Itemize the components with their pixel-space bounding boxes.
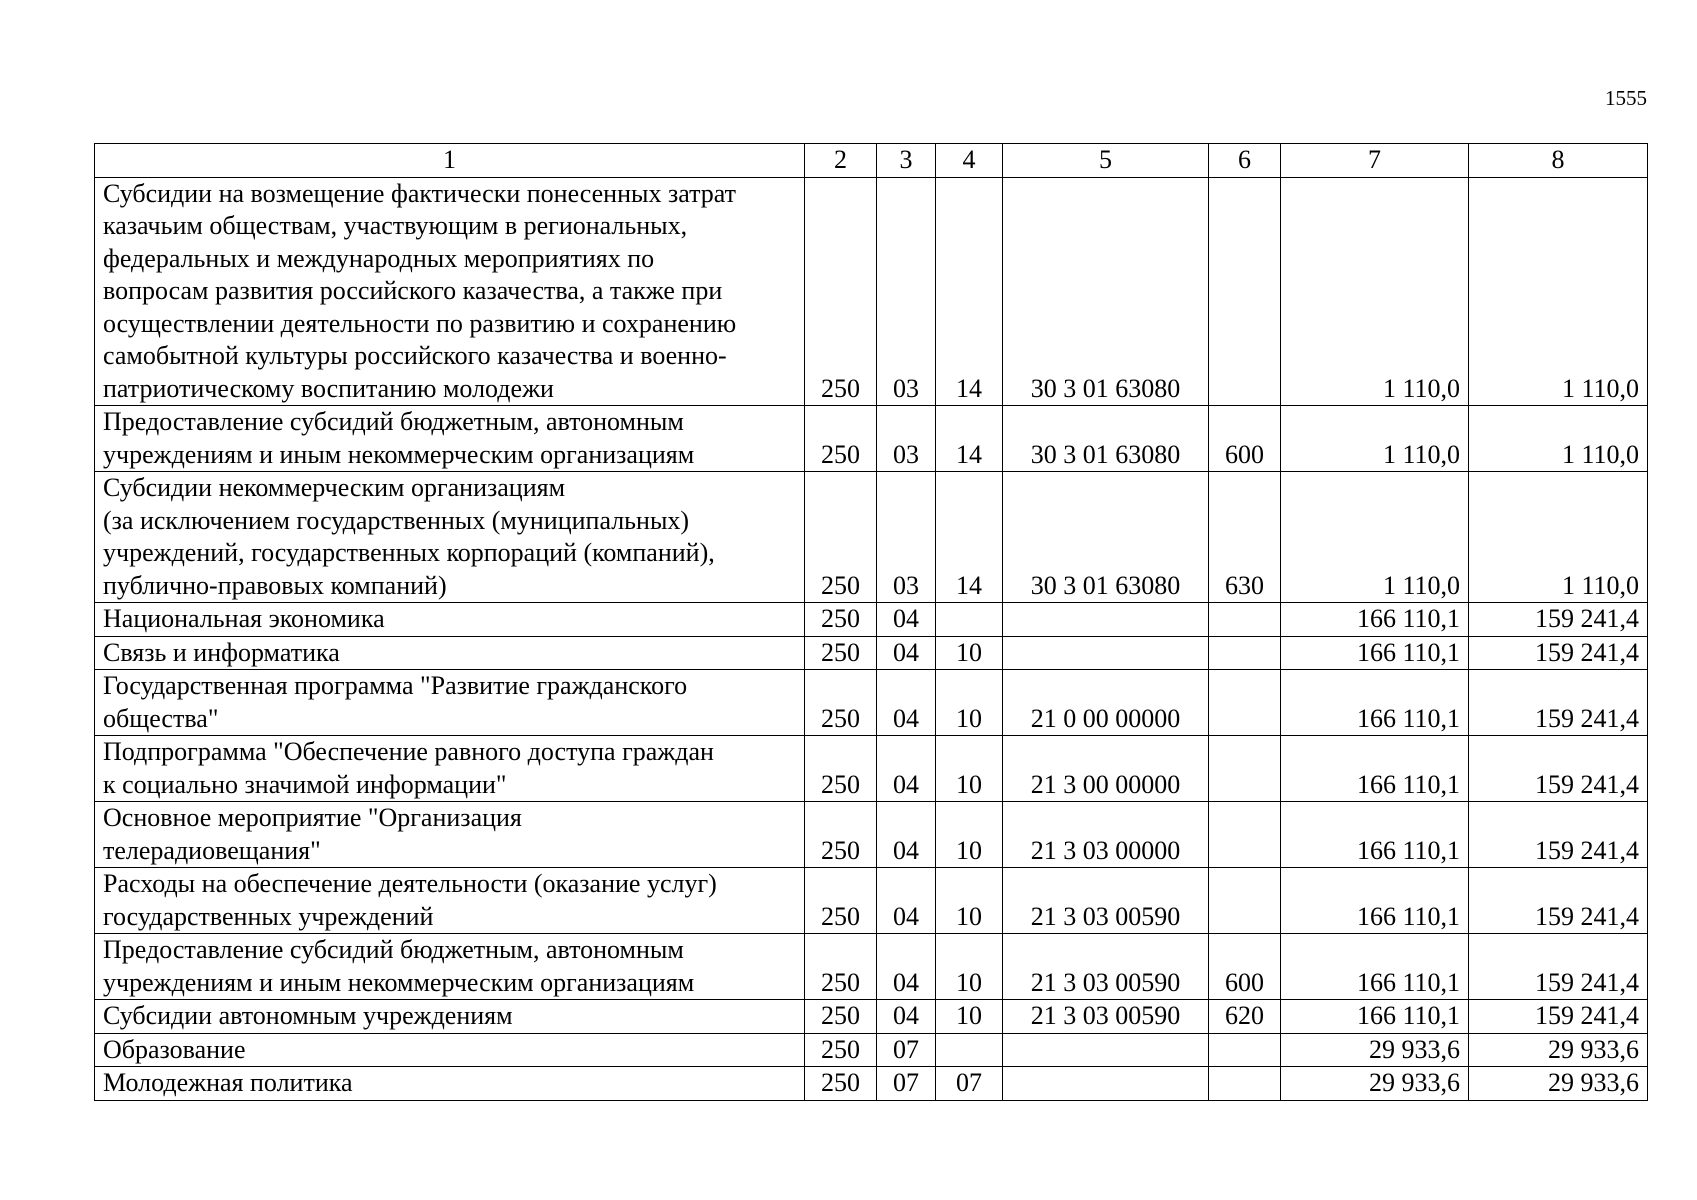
cell-amount-1: 166 110,1 — [1281, 736, 1469, 802]
table-row — [95, 868, 1648, 934]
cell-name: Предоставление субсидий бюджетным, автономным учреждениям и иным некоммерческим организациям — [95, 406, 805, 472]
cell-expense-type — [1209, 636, 1281, 670]
cell-expense-type — [1209, 868, 1281, 934]
cell-amount-2: 159 241,4 — [1469, 868, 1648, 934]
cell-admin-code: 250 — [805, 802, 877, 868]
cell-amount-2: 159 241,4 — [1469, 603, 1648, 637]
cell-admin-code: 250 — [805, 406, 877, 472]
cell-expense-type — [1209, 177, 1281, 406]
cell-expense-type — [1209, 603, 1281, 637]
cell-section: 04 — [877, 603, 936, 637]
cell-amount-2: 159 241,4 — [1469, 670, 1648, 736]
cell-section: 04 — [877, 736, 936, 802]
table-row — [95, 802, 1648, 868]
cell-target-article: 21 3 03 00590 — [1003, 934, 1209, 1000]
table-row — [95, 1000, 1648, 1034]
cell-expense-type — [1209, 736, 1281, 802]
cell-section: 04 — [877, 802, 936, 868]
cell-amount-2: 159 241,4 — [1469, 934, 1648, 1000]
table-row — [95, 406, 1648, 472]
column-header: 5 — [1003, 144, 1209, 178]
cell-expense-type — [1209, 802, 1281, 868]
cell-subsection: 14 — [936, 406, 1003, 472]
cell-amount-2: 1 110,0 — [1469, 406, 1648, 472]
cell-amount-2: 159 241,4 — [1469, 802, 1648, 868]
cell-name: Субсидии некоммерческим организациям (за исключением государственных (муниципальных) учреждений, государственных корпораций (компаний), публично-правовых компаний) — [95, 472, 805, 603]
cell-subsection: 10 — [936, 802, 1003, 868]
cell-admin-code: 250 — [805, 603, 877, 637]
cell-target-article: 30 3 01 63080 — [1003, 177, 1209, 406]
table-row — [95, 934, 1648, 1000]
cell-amount-1: 166 110,1 — [1281, 934, 1469, 1000]
cell-section: 04 — [877, 868, 936, 934]
cell-name: Связь и информатика — [95, 636, 805, 670]
cell-admin-code: 250 — [805, 868, 877, 934]
column-header: 8 — [1469, 144, 1648, 178]
cell-amount-1: 166 110,1 — [1281, 603, 1469, 637]
cell-target-article — [1003, 636, 1209, 670]
cell-subsection: 10 — [936, 934, 1003, 1000]
cell-subsection: 14 — [936, 177, 1003, 406]
cell-name: Основное мероприятие "Организация телерадиовещания" — [95, 802, 805, 868]
cell-name: Субсидии на возмещение фактически понесенных затрат казачьим обществам, участвующим в региональных, федеральных и международных мероприятиях по вопросам развития российского казачества, а также при осуществлении деятельности по развитию и сохранению самобытной культуры российского казачества и военно- патриотическому воспитанию молодежи — [95, 177, 805, 406]
cell-amount-1: 166 110,1 — [1281, 636, 1469, 670]
table-row — [95, 636, 1648, 670]
column-header: 6 — [1209, 144, 1281, 178]
cell-amount-2: 1 110,0 — [1469, 177, 1648, 406]
column-header: 2 — [805, 144, 877, 178]
cell-target-article — [1003, 1033, 1209, 1067]
cell-section: 03 — [877, 177, 936, 406]
cell-subsection: 10 — [936, 670, 1003, 736]
cell-admin-code: 250 — [805, 1033, 877, 1067]
column-header: 3 — [877, 144, 936, 178]
cell-amount-2: 1 110,0 — [1469, 472, 1648, 603]
cell-name: Предоставление субсидий бюджетным, автономным учреждениям и иным некоммерческим организациям — [95, 934, 805, 1000]
cell-subsection: 14 — [936, 472, 1003, 603]
cell-amount-1: 1 110,0 — [1281, 472, 1469, 603]
cell-expense-type: 630 — [1209, 472, 1281, 603]
cell-section: 04 — [877, 670, 936, 736]
cell-amount-1: 29 933,6 — [1281, 1067, 1469, 1101]
cell-target-article: 21 3 00 00000 — [1003, 736, 1209, 802]
cell-target-article: 21 3 03 00000 — [1003, 802, 1209, 868]
cell-amount-2: 159 241,4 — [1469, 636, 1648, 670]
cell-admin-code: 250 — [805, 736, 877, 802]
cell-name: Государственная программа "Развитие гражданского общества" — [95, 670, 805, 736]
cell-admin-code: 250 — [805, 472, 877, 603]
cell-amount-2: 159 241,4 — [1469, 736, 1648, 802]
cell-target-article: 30 3 01 63080 — [1003, 472, 1209, 603]
column-header: 7 — [1281, 144, 1469, 178]
cell-amount-1: 166 110,1 — [1281, 868, 1469, 934]
cell-target-article: 30 3 01 63080 — [1003, 406, 1209, 472]
table-row — [95, 670, 1648, 736]
cell-amount-1: 166 110,1 — [1281, 670, 1469, 736]
table-row — [95, 472, 1648, 603]
cell-name: Образование — [95, 1033, 805, 1067]
cell-target-article — [1003, 603, 1209, 637]
cell-amount-1: 1 110,0 — [1281, 177, 1469, 406]
cell-subsection — [936, 603, 1003, 637]
table-header-row — [95, 144, 1648, 178]
table-row — [95, 603, 1648, 637]
cell-admin-code: 250 — [805, 177, 877, 406]
cell-name: Национальная экономика — [95, 603, 805, 637]
cell-expense-type: 600 — [1209, 934, 1281, 1000]
cell-section: 07 — [877, 1033, 936, 1067]
cell-name: Подпрограмма "Обеспечение равного доступа граждан к социально значимой информации" — [95, 736, 805, 802]
cell-expense-type — [1209, 670, 1281, 736]
cell-subsection: 07 — [936, 1067, 1003, 1101]
cell-target-article: 21 3 03 00590 — [1003, 1000, 1209, 1034]
cell-amount-2: 29 933,6 — [1469, 1033, 1648, 1067]
cell-section: 03 — [877, 472, 936, 603]
cell-section: 04 — [877, 934, 936, 1000]
cell-name: Молодежная политика — [95, 1067, 805, 1101]
cell-admin-code: 250 — [805, 670, 877, 736]
cell-section: 04 — [877, 1000, 936, 1034]
page-number: 1555 — [1605, 86, 1647, 110]
cell-amount-1: 166 110,1 — [1281, 1000, 1469, 1034]
cell-subsection: 10 — [936, 736, 1003, 802]
cell-target-article: 21 0 00 00000 — [1003, 670, 1209, 736]
cell-subsection: 10 — [936, 1000, 1003, 1034]
cell-amount-1: 29 933,6 — [1281, 1033, 1469, 1067]
cell-expense-type: 600 — [1209, 406, 1281, 472]
column-header: 4 — [936, 144, 1003, 178]
cell-amount-2: 159 241,4 — [1469, 1000, 1648, 1034]
cell-admin-code: 250 — [805, 934, 877, 1000]
cell-admin-code: 250 — [805, 636, 877, 670]
cell-section: 04 — [877, 636, 936, 670]
cell-subsection: 10 — [936, 636, 1003, 670]
cell-expense-type: 620 — [1209, 1000, 1281, 1034]
cell-target-article: 21 3 03 00590 — [1003, 868, 1209, 934]
cell-amount-1: 166 110,1 — [1281, 802, 1469, 868]
table-row — [95, 736, 1648, 802]
cell-expense-type — [1209, 1067, 1281, 1101]
cell-section: 03 — [877, 406, 936, 472]
cell-target-article — [1003, 1067, 1209, 1101]
cell-subsection — [936, 1033, 1003, 1067]
cell-section: 07 — [877, 1067, 936, 1101]
cell-expense-type — [1209, 1033, 1281, 1067]
cell-amount-1: 1 110,0 — [1281, 406, 1469, 472]
cell-name: Субсидии автономным учреждениям — [95, 1000, 805, 1034]
table-body — [95, 144, 1648, 1101]
cell-admin-code: 250 — [805, 1000, 877, 1034]
table-row — [95, 177, 1648, 406]
column-header: 1 — [95, 144, 805, 178]
cell-subsection: 10 — [936, 868, 1003, 934]
budget-table — [94, 143, 1648, 1101]
cell-name: Расходы на обеспечение деятельности (оказание услуг) государственных учреждений — [95, 868, 805, 934]
cell-amount-2: 29 933,6 — [1469, 1067, 1648, 1101]
table-row — [95, 1067, 1648, 1101]
table-row — [95, 1033, 1648, 1067]
cell-admin-code: 250 — [805, 1067, 877, 1101]
